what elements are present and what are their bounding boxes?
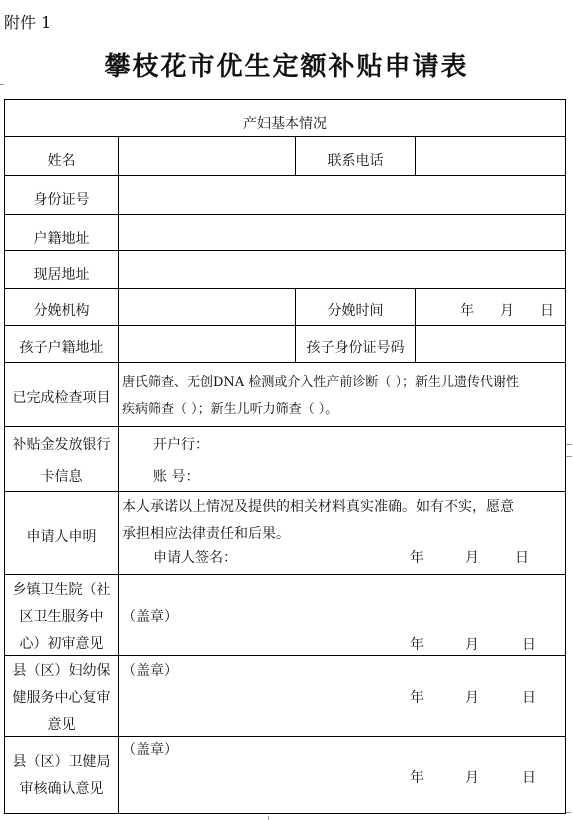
- current-address-label: 现居地址: [33, 267, 90, 283]
- row-line: [5, 362, 565, 363]
- corner-mark: [566, 812, 571, 813]
- corner-mark: [566, 456, 572, 457]
- review1-label-line-2: 区卫生服务中: [19, 609, 104, 625]
- declaration-date: [405, 550, 565, 566]
- declaration-line-1: 本人承诺以上情况及提供的相关材料真实准确。如有不实，愿意: [122, 499, 514, 515]
- form-title: 攀枝花市优生定额补贴申请表: [104, 52, 469, 82]
- bank-label-line-1: 补贴金发放银行: [12, 437, 111, 453]
- review2-seal: （盖章）: [122, 663, 178, 679]
- checks-content: [122, 369, 565, 423]
- corner-mark: [566, 444, 572, 445]
- checks-line-1: 唐氏筛查、无创DNA 检测或介入性产前诊断（ ）；新生儿遗传代谢性: [122, 375, 519, 390]
- row-line: [5, 136, 565, 137]
- review1-date: [405, 637, 565, 653]
- account-label: 账 号：: [153, 469, 200, 485]
- day-text: 日: [522, 690, 536, 706]
- row-line: [5, 288, 565, 289]
- review1-label-line-3: 心）初审意见: [19, 636, 104, 652]
- attachment-label: 附件 1: [4, 13, 52, 32]
- bank-label-line-2: 卡信息: [40, 469, 83, 485]
- review2-date: [405, 690, 565, 706]
- review2-label-line-3: 意见: [47, 717, 76, 733]
- review3-label-line-2: 审核确认意见: [19, 781, 104, 797]
- child-id-label: 孩子身份证号码: [306, 340, 405, 356]
- signature-label: 申请人签名：: [153, 550, 237, 566]
- application-form-table: [4, 99, 566, 814]
- month-text: 月: [465, 637, 479, 653]
- review2-label-line-2: 健服务中心复审: [12, 690, 111, 706]
- month-text: 月: [465, 550, 479, 566]
- year-text: 年: [410, 690, 424, 706]
- year-text: 年: [410, 637, 424, 653]
- row-line: [5, 574, 565, 575]
- id-number-label: 身份证号: [33, 192, 90, 208]
- row-line: [5, 736, 565, 737]
- col-line: [415, 136, 416, 175]
- section-title: 产妇基本情况: [243, 116, 327, 132]
- name-label: 姓名: [47, 153, 76, 169]
- month-text: 月: [465, 690, 479, 706]
- phone-label: 联系电话: [327, 153, 384, 169]
- delivery-institution-label: 分娩机构: [33, 303, 90, 319]
- review1-seal: （盖章）: [122, 609, 178, 625]
- row-line: [5, 214, 565, 215]
- child-household-label: 孩子户籍地址: [19, 340, 104, 356]
- day-text: 日: [515, 550, 529, 566]
- delivery-date: [415, 303, 565, 319]
- day-text: 日: [522, 770, 536, 786]
- review2-label-line-1: 县（区）妇幼保: [12, 663, 111, 679]
- month-text: 月: [500, 303, 514, 319]
- row-line: [5, 426, 565, 427]
- row-line: [5, 491, 565, 492]
- review1-label-line-1: 乡镇卫生院（社: [12, 582, 111, 598]
- checks-line-2: 疾病筛查（ ）；新生儿听力筛查（ ）。: [122, 402, 339, 417]
- row-line: [5, 250, 565, 251]
- day-text: 日: [540, 303, 554, 319]
- household-address-label: 户籍地址: [33, 231, 90, 247]
- col-line: [118, 136, 119, 813]
- year-text: 年: [410, 770, 424, 786]
- day-text: 日: [522, 637, 536, 653]
- declaration-label: 申请人申明: [26, 529, 97, 545]
- declaration-content: [122, 494, 565, 548]
- review3-label-line-1: 县（区）卫健局: [12, 754, 111, 770]
- review3-date: [405, 770, 565, 786]
- declaration-line-2: 承担相应法律责任和后果。: [122, 526, 290, 542]
- checks-label: 已完成检查项目: [12, 390, 111, 406]
- bank-name-label: 开户行：: [153, 437, 209, 453]
- review3-seal: （盖章）: [122, 742, 178, 758]
- corner-mark: [0, 84, 4, 85]
- row-line: [5, 325, 565, 326]
- col-line: [415, 288, 416, 362]
- row-line: [5, 175, 565, 176]
- delivery-time-label: 分娩时间: [327, 303, 384, 319]
- year-text: 年: [460, 303, 474, 319]
- row-line: [5, 655, 565, 656]
- month-text: 月: [465, 770, 479, 786]
- corner-mark: [268, 816, 269, 820]
- year-text: 年: [410, 550, 424, 566]
